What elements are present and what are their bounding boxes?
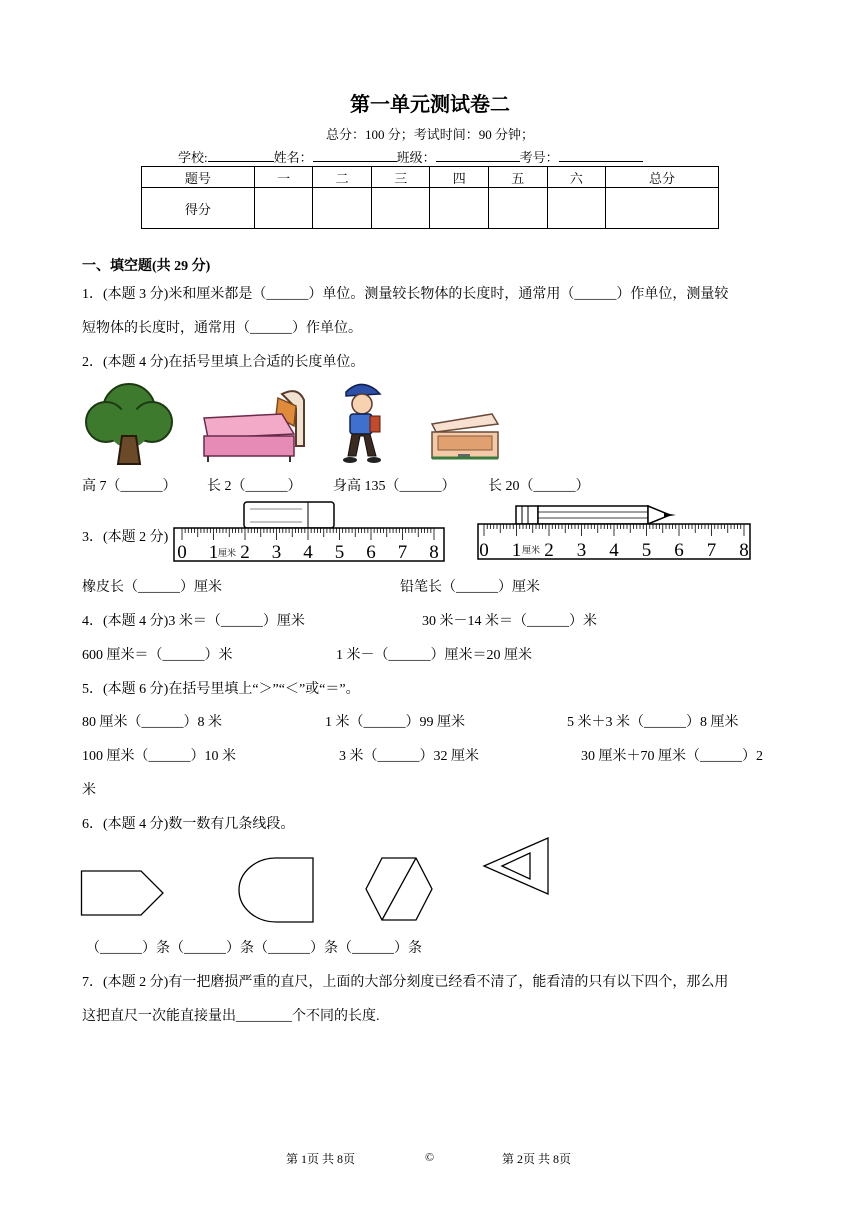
- score-cell[interactable]: [430, 188, 489, 229]
- score-cell[interactable]: [313, 188, 372, 229]
- pentagon-arrow-shape: [80, 868, 166, 920]
- score-table: [141, 166, 719, 229]
- ruler-number: 2: [240, 542, 250, 563]
- q3-pencil-answer: 铅笔长（______）厘米: [400, 580, 540, 595]
- pencil-image: [516, 506, 676, 524]
- score-header: 一: [254, 167, 313, 188]
- name-field[interactable]: [313, 149, 397, 162]
- ruler-number: 6: [674, 540, 684, 561]
- score-cell[interactable]: [254, 188, 313, 229]
- q5-item: 3 米（______）32 厘米: [339, 749, 479, 764]
- ruler-unit: 厘米: [521, 546, 541, 556]
- q2-text: 2．(本题 4 分)在括号里填上合适的长度单位。: [82, 355, 365, 370]
- score-header: 总分: [606, 167, 719, 188]
- ruler-eraser-figure: [172, 502, 448, 564]
- q5-item: 80 厘米（______）8 米: [82, 715, 222, 730]
- exam-number-label: 考号：: [519, 150, 559, 165]
- q2-label-tree: 高 7（______）: [82, 479, 177, 494]
- ruler-number: 0: [479, 540, 489, 561]
- section-heading: 一、填空题(共 29 分): [82, 259, 211, 274]
- class-label: 班级：: [396, 150, 436, 165]
- score-cell[interactable]: [606, 188, 719, 229]
- score-row-label: 得分: [142, 188, 255, 229]
- page-title: 第一单元测试卷二: [350, 92, 510, 116]
- q6-answers: （______）条（______）条（______）条（______）条: [86, 941, 422, 956]
- q5-item: 30 厘米＋70 厘米（______）2: [581, 749, 763, 764]
- score-header: 二: [313, 167, 372, 188]
- ruler-number: 5: [334, 542, 345, 563]
- score-header: 五: [489, 167, 548, 188]
- score-cell[interactable]: [489, 188, 548, 229]
- q4-item: 600 厘米＝（______）米: [82, 648, 233, 663]
- ruler-number: 4: [609, 540, 619, 561]
- tree-image: [84, 380, 174, 468]
- q1-line2: 短物体的长度时，通常用（______）作单位。: [82, 321, 362, 336]
- q7-line1: 7．(本题 2 分)有一把磨损严重的直尺，上面的大部分刻度已经看不清了，能看清的只有以下四个，那么用: [82, 975, 729, 990]
- score-header: 题号: [142, 167, 255, 188]
- ruler-number: 2: [544, 540, 554, 561]
- score-header: 六: [547, 167, 606, 188]
- ruler-number: 0: [177, 542, 187, 563]
- score-cell[interactable]: [371, 188, 430, 229]
- q1-line1: 1．(本题 3 分)米和厘米都是（______）单位。测量较长物体的长度时，通常用（______）作单位，测量较: [82, 287, 729, 302]
- student-info-line: [178, 147, 643, 166]
- name-label: 姓名：: [273, 150, 313, 165]
- pencil-box-image: [428, 410, 502, 464]
- eraser-image: [244, 502, 334, 528]
- q5-item: 5 米＋3 米（______）8 厘米: [567, 715, 739, 730]
- q2-label-boy: 身高 135（______）: [333, 479, 456, 494]
- ruler-number: 7: [706, 540, 717, 561]
- ruler-number: 5: [641, 540, 652, 561]
- school-label: 学校:: [178, 150, 208, 165]
- hexagon-with-diagonal-shape: [364, 856, 434, 922]
- double-arrow-shape: [480, 836, 552, 896]
- school-field[interactable]: [208, 149, 274, 162]
- q5-item: 米: [82, 783, 96, 798]
- ruler-number: 1: [511, 540, 522, 561]
- ruler-number: 6: [366, 542, 376, 563]
- boy-image: [336, 380, 386, 466]
- q4-item: 4．(本题 4 分)3 米＝（______）厘米: [82, 614, 305, 629]
- ruler-number: 7: [397, 542, 408, 563]
- semicircle-shape: [236, 856, 316, 926]
- q2-label-bed: 长 2（______）: [207, 479, 302, 494]
- q4-item: 30 米－14 米＝（______）米: [422, 614, 597, 629]
- ruler-number: 8: [739, 540, 749, 561]
- footer-page-right: 第 2页 共 8页: [502, 1152, 572, 1166]
- ruler-number: 1: [208, 542, 219, 563]
- exam-number-field[interactable]: [559, 149, 643, 162]
- class-field[interactable]: [436, 149, 520, 162]
- footer-page-left: 第 1页 共 8页: [286, 1152, 356, 1166]
- ruler-number: 4: [303, 542, 313, 563]
- ruler-number: 3: [576, 540, 587, 561]
- footer-copyright: ©: [425, 1150, 435, 1164]
- q5-item: 100 厘米（______）10 米: [82, 749, 236, 764]
- q2-label-box: 长 20（______）: [488, 479, 590, 494]
- bed-image: [198, 386, 310, 464]
- score-header: 四: [430, 167, 489, 188]
- exam-subtitle: 总分：100 分；考试时间：90 分钟；: [325, 127, 534, 142]
- q3-prefix: 3．(本题 2 分): [82, 530, 169, 545]
- ruler-number: 8: [429, 542, 439, 563]
- ruler-number: 3: [271, 542, 282, 563]
- q3-eraser-answer: 橡皮长（______）厘米: [82, 580, 222, 595]
- ruler-unit: 厘米: [217, 549, 237, 559]
- q4-item: 1 米－（______）厘米＝20 厘米: [336, 648, 532, 663]
- q6-text: 6．(本题 4 分)数一数有几条线段。: [82, 817, 295, 832]
- score-cell[interactable]: [547, 188, 606, 229]
- ruler-pencil-figure: [476, 500, 756, 564]
- q5-text: 5．(本题 6 分)在括号里填上“＞”“＜”或“＝”。: [82, 682, 360, 697]
- score-header: 三: [371, 167, 430, 188]
- q5-item: 1 米（______）99 厘米: [325, 715, 465, 730]
- q7-line2: 这把直尺一次能直接量出________个不同的长度.: [82, 1009, 380, 1024]
